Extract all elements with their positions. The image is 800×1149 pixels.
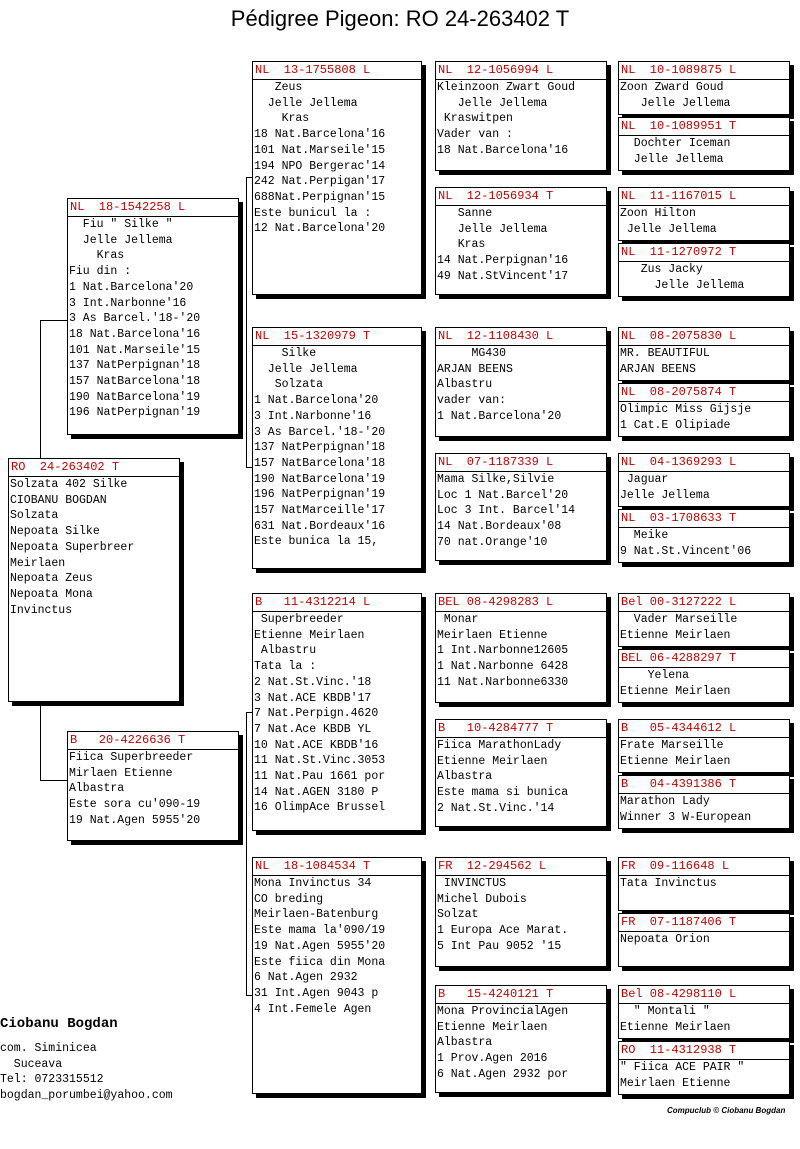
info-line: Olimpic Miss Gijsje bbox=[620, 403, 752, 416]
info-line: 3 Nat.ACE KBDB'17 bbox=[254, 691, 372, 705]
ring-number: NL 18-1542258 L bbox=[70, 200, 186, 214]
info-line: ARJAN BEENS bbox=[437, 362, 513, 376]
pedigree-box-ss-sire bbox=[435, 61, 607, 171]
ring-number: Bel 08-4298110 L bbox=[621, 987, 737, 1001]
info-line: 1 Int.Narbonne12605 bbox=[437, 644, 569, 658]
info-line: 1 Prov.Agen 2016 bbox=[437, 1052, 548, 1066]
info-line: Loc 1 Nat.Barcel'20 bbox=[437, 488, 569, 502]
info-line: Meirlaen Etienne bbox=[620, 1076, 731, 1090]
info-line: Mona ProvincialAgen bbox=[437, 1005, 569, 1018]
ring-number: RO 11-4312938 T bbox=[621, 1043, 737, 1057]
pedigree-box-g4-1 bbox=[618, 61, 790, 115]
info-line: 3 As Barcel.'18-'20 bbox=[69, 312, 201, 326]
pedigree-box-g4-8 bbox=[618, 509, 790, 563]
info-line: Fiica MarathonLady bbox=[437, 739, 562, 752]
info-line: 3 As Barcel.'18-'20 bbox=[254, 425, 386, 439]
pedigree-box-sd-dam bbox=[435, 453, 607, 561]
pedigree-box-ss-dam bbox=[435, 187, 607, 295]
info-line: Winner 3 W-European bbox=[620, 810, 752, 824]
connector-line bbox=[40, 320, 70, 321]
info-line: Mama Silke,Silvie bbox=[437, 473, 555, 486]
info-line: 4 Int.Femele Agen bbox=[254, 1002, 372, 1016]
info-line: 196 NatPerpignan'19 bbox=[69, 406, 201, 420]
ring-number: B 11-4312214 L bbox=[255, 595, 371, 609]
info-line: Albastru bbox=[437, 378, 493, 392]
info-line: 1 Nat.Narbonne 6428 bbox=[437, 660, 569, 674]
info-line: Tata Invinctus bbox=[620, 877, 717, 890]
info-line: Solzata 402 Silke bbox=[10, 478, 128, 491]
info-line: Michel Dubois bbox=[437, 892, 527, 906]
info-line: Zeus bbox=[254, 81, 303, 94]
info-line: Solzata bbox=[10, 509, 59, 523]
info-line: 3 Int.Narbonne'16 bbox=[254, 409, 372, 423]
info-line: Fiu " Silke " bbox=[69, 218, 173, 231]
info-line: 10 Nat.ACE KBDB'16 bbox=[254, 738, 379, 752]
info-line: Etienne Meirlaen bbox=[254, 628, 365, 642]
ring-number: NL 11-1167015 L bbox=[621, 189, 737, 203]
pedigree-box-g4-4 bbox=[618, 243, 790, 297]
pedigree-box-sire-dam bbox=[252, 327, 422, 569]
info-line: 137 NatPerpignan'18 bbox=[69, 359, 201, 373]
info-line: Zoon Zward Goud bbox=[620, 81, 724, 94]
info-line: Meirlaen Etienne bbox=[437, 628, 548, 642]
ring-number: B 04-4391386 T bbox=[621, 777, 737, 791]
info-line: 196 NatPerpignan'19 bbox=[254, 488, 386, 502]
ring-number: NL 13-1755808 L bbox=[255, 63, 371, 77]
info-line: Mirlaen Etienne bbox=[69, 766, 173, 780]
ring-number: NL 04-1369293 L bbox=[621, 455, 737, 469]
info-line: Etienne Meirlaen bbox=[620, 754, 731, 768]
info-line: 16 OlimpAce Brussel bbox=[254, 801, 386, 815]
info-line: Solzat bbox=[437, 908, 479, 922]
info-line: Silke bbox=[254, 347, 317, 360]
pedigree-box-sire bbox=[67, 198, 239, 435]
info-line: 6 Nat.Agen 2932 bbox=[254, 971, 358, 985]
info-line: Etienne Meirlaen bbox=[620, 628, 731, 642]
ring-number: NL 10-1089951 T bbox=[621, 119, 737, 133]
info-line: Marathon Lady bbox=[620, 795, 710, 808]
info-line: 137 NatPerpignan'18 bbox=[254, 441, 386, 455]
info-line: 194 NPO Bergerac'14 bbox=[254, 159, 386, 173]
info-line: Nepoata Superbreer bbox=[10, 540, 135, 554]
ring-number: NL 12-1056934 T bbox=[438, 189, 554, 203]
info-line: CO breding bbox=[254, 892, 324, 906]
info-line: Tata la : bbox=[254, 660, 317, 674]
ring-number: BEL 08-4298283 L bbox=[438, 595, 554, 609]
info-line: Este bunica la 15, bbox=[254, 535, 379, 549]
ring-number: NL 03-1708633 T bbox=[621, 511, 737, 525]
info-line: 18 Nat.Barcelona'16 bbox=[437, 143, 569, 157]
info-line: Etienne Meirlaen bbox=[437, 1020, 548, 1034]
info-line: 242 Nat.Perpigan'17 bbox=[254, 175, 386, 189]
info-line: 157 NatMarceille'17 bbox=[254, 504, 386, 518]
info-line: Jelle Jellema bbox=[620, 96, 731, 110]
info-line: 190 NatBarcelona'19 bbox=[69, 390, 201, 404]
info-line: 18 Nat.Barcelona'16 bbox=[69, 327, 201, 341]
info-line: 19 Nat.Agen 5955'20 bbox=[254, 939, 386, 953]
info-line: Jelle Jellema bbox=[437, 222, 548, 236]
info-line: Jelle Jellema bbox=[620, 152, 724, 166]
info-line: 1 Nat.Barcelona'20 bbox=[254, 394, 379, 408]
info-line: Este fiica din Mona bbox=[254, 955, 386, 969]
info-line: Nepoata Silke bbox=[10, 525, 100, 539]
info-line: 70 nat.Orange'10 bbox=[437, 535, 548, 549]
info-line: Sanne bbox=[437, 207, 493, 220]
info-line: 18 Nat.Barcelona'16 bbox=[254, 128, 386, 142]
info-line: 5 Int Pau 9052 '15 bbox=[437, 939, 562, 953]
info-line: Este mama si bunica bbox=[437, 786, 569, 800]
pedigree-box-ds-dam bbox=[435, 719, 607, 827]
page-title: Pédigree Pigeon: RO 24-263402 T bbox=[230, 6, 570, 31]
pedigree-box-dam bbox=[67, 731, 239, 841]
info-line: 1 Cat.E Olipiade bbox=[620, 418, 731, 432]
info-line: Este bunicul la : bbox=[254, 206, 372, 220]
info-line: CIOBANU BOGDAN bbox=[10, 493, 107, 507]
info-line: " Montali " bbox=[620, 1005, 710, 1018]
info-line: 7 Nat.Perpign.4620 bbox=[254, 707, 379, 721]
info-line: Albastra bbox=[437, 1036, 493, 1050]
connector-line bbox=[40, 702, 41, 780]
info-line: Nepoata Zeus bbox=[10, 572, 93, 586]
info-line: Vader Marseille bbox=[620, 613, 738, 626]
info-line: 9 Nat.St.Vincent'06 bbox=[620, 544, 752, 558]
pedigree-box-g4-12 bbox=[618, 775, 790, 829]
info-line: MG430 bbox=[437, 347, 507, 360]
info-line: 157 NatBarcelona'18 bbox=[69, 375, 201, 389]
pedigree-box-g4-5 bbox=[618, 327, 790, 381]
info-line: 11 Nat.Narbonne6330 bbox=[437, 675, 569, 689]
info-line: Kras bbox=[254, 112, 310, 126]
info-line: 14 Nat.Perpignan'16 bbox=[437, 254, 569, 268]
info-line: Etienne Meirlaen bbox=[437, 754, 548, 768]
pedigree-box-g4-6 bbox=[618, 383, 790, 437]
connector-line bbox=[40, 320, 41, 460]
ring-number: FR 07-1187406 T bbox=[621, 915, 737, 929]
info-line: 11 Nat.St.Vinc.3053 bbox=[254, 754, 386, 768]
info-line: Zus Jacky bbox=[620, 263, 703, 276]
info-line: Albastra bbox=[437, 770, 493, 784]
info-line: 31 Int.Agen 9043 p bbox=[254, 986, 379, 1000]
pedigree-box-g4-2 bbox=[618, 117, 790, 171]
ring-number: B 10-4284777 T bbox=[438, 721, 554, 735]
ring-number: NL 11-1270972 T bbox=[621, 245, 737, 259]
info-line: Zoon Hilton bbox=[620, 207, 696, 220]
info-line: 2 Nat.St.Vinc.'14 bbox=[437, 801, 555, 815]
ring-number: BEL 06-4288297 T bbox=[621, 651, 737, 665]
info-line: Fiica Superbreeder bbox=[69, 751, 194, 764]
info-line: Jelle Jellema bbox=[69, 233, 173, 247]
info-line: Etienne Meirlaen bbox=[620, 684, 731, 698]
pedigree-box-g4-3 bbox=[618, 187, 790, 241]
ring-number: Bel 00-3127222 L bbox=[621, 595, 737, 609]
info-line: Este sora cu'090-19 bbox=[69, 798, 201, 812]
info-line: 157 NatBarcelona'18 bbox=[254, 456, 386, 470]
info-line: 190 NatBarcelona'19 bbox=[254, 472, 386, 486]
info-line: Dochter Iceman bbox=[620, 137, 731, 150]
info-line: 14 Nat.Bordeaux'08 bbox=[437, 520, 562, 534]
pedigree-box-dam-dam bbox=[252, 857, 422, 1094]
connector-line bbox=[246, 712, 247, 995]
info-line: Meirlaen bbox=[10, 556, 66, 570]
info-line: 11 Nat.Pau 1661 por bbox=[254, 770, 386, 784]
pedigree-box-g4-13 bbox=[618, 857, 790, 911]
info-line: Jelle Jellema bbox=[254, 96, 358, 110]
info-line: Loc 3 Int. Barcel'14 bbox=[437, 504, 576, 518]
owner-city: Suceava bbox=[0, 1057, 63, 1071]
connector-line bbox=[246, 177, 247, 467]
info-line: Jelle Jellema bbox=[620, 278, 745, 292]
ring-number: NL 08-2075874 T bbox=[621, 385, 737, 399]
pedigree-box-sire-sire bbox=[252, 61, 422, 295]
info-line: 2 Nat.St.Vinc.'18 bbox=[254, 675, 372, 689]
info-line: ARJAN BEENS bbox=[620, 362, 696, 376]
info-line: Este mama la'090/19 bbox=[254, 924, 386, 938]
info-line: Jelle Jellema bbox=[620, 488, 710, 502]
owner-email[interactable]: bogdan_porumbei@yahoo.com bbox=[0, 1089, 173, 1103]
info-line: Jaguar bbox=[620, 473, 669, 486]
info-line: 631 Nat.Bordeaux'16 bbox=[254, 519, 386, 533]
info-line: Vader van : bbox=[437, 128, 513, 142]
ring-number: NL 07-1187339 L bbox=[438, 455, 554, 469]
info-line: " Fiica ACE PAIR " bbox=[620, 1061, 745, 1074]
info-line: Kleinzoon Zwart Goud bbox=[437, 81, 576, 94]
info-line: Nepoata Orion bbox=[620, 933, 710, 946]
ring-number: NL 12-1056994 L bbox=[438, 63, 554, 77]
pedigree-box-g4-11 bbox=[618, 719, 790, 773]
info-line: 49 Nat.StVincent'17 bbox=[437, 269, 569, 283]
info-line: Frate Marseille bbox=[620, 739, 724, 752]
pedigree-box-subject bbox=[8, 458, 180, 702]
ring-number: B 20-4226636 T bbox=[70, 733, 186, 747]
owner-name: Ciobanu Bogdan bbox=[0, 1016, 118, 1032]
info-line: 12 Nat.Barcelona'20 bbox=[254, 222, 386, 236]
info-line: 1 Nat.Barcelona'20 bbox=[69, 280, 194, 294]
pedigree-box-g4-16 bbox=[618, 1041, 790, 1095]
ring-number: B 15-4240121 T bbox=[438, 987, 554, 1001]
ring-number: FR 09-116648 L bbox=[621, 859, 730, 873]
ring-number: NL 18-1084534 T bbox=[255, 859, 371, 873]
pedigree-box-ds-sire bbox=[435, 593, 607, 703]
pedigree-box-dd-sire bbox=[435, 857, 607, 967]
ring-number: NL 15-1320979 T bbox=[255, 329, 371, 343]
ring-number: B 05-4344612 L bbox=[621, 721, 737, 735]
pedigree-box-g4-7 bbox=[618, 453, 790, 507]
info-line: Albastra bbox=[69, 782, 125, 796]
info-line: Albastru bbox=[254, 644, 317, 658]
info-line: Jelle Jellema bbox=[254, 362, 358, 376]
info-line: 14 Nat.AGEN 3180 P bbox=[254, 785, 379, 799]
info-line: 101 Nat.Marseile'15 bbox=[254, 143, 386, 157]
info-line: 19 Nat.Agen 5955'20 bbox=[69, 813, 201, 827]
info-line: Nepoata Mona bbox=[10, 587, 93, 601]
owner-phone: Tel: 0723315512 bbox=[0, 1073, 104, 1087]
owner-address: com. Siminicea bbox=[0, 1042, 97, 1055]
info-line: 1 Europa Ace Marat. bbox=[437, 924, 569, 938]
ring-number: NL 10-1089875 L bbox=[621, 63, 737, 77]
info-line: INVINCTUS bbox=[437, 877, 507, 890]
info-line: Kras bbox=[69, 249, 125, 263]
info-line: 6 Nat.Agen 2932 por bbox=[437, 1067, 569, 1081]
info-line: Mona Invinctus 34 bbox=[254, 877, 372, 890]
ring-number: RO 24-263402 T bbox=[11, 460, 120, 474]
pedigree-box-sd-sire bbox=[435, 327, 607, 437]
info-line: 1 Nat.Barcelona'20 bbox=[437, 409, 562, 423]
info-line: 7 Nat.Ace KBDB YL bbox=[254, 722, 372, 736]
info-line: Superbreeder bbox=[254, 613, 344, 626]
info-line: Yelena bbox=[620, 669, 690, 682]
pedigree-box-g4-10 bbox=[618, 649, 790, 703]
info-line: Invinctus bbox=[10, 603, 73, 617]
pedigree-box-g4-15 bbox=[618, 985, 790, 1039]
copyright-footer: Compuclub © Ciobanu Bogdan bbox=[667, 1106, 786, 1115]
info-line: 101 Nat.Marseile'15 bbox=[69, 343, 201, 357]
info-line: Etienne Meirlaen bbox=[620, 1020, 731, 1034]
owner-info bbox=[0, 1015, 173, 1104]
pedigree-box-dam-sire bbox=[252, 593, 422, 831]
info-line: vader van: bbox=[437, 394, 507, 408]
info-line: Meike bbox=[620, 529, 669, 542]
info-line: Solzata bbox=[254, 378, 324, 392]
pedigree-box-dd-dam bbox=[435, 985, 607, 1093]
info-line: 3 Int.Narbonne'16 bbox=[69, 296, 187, 310]
pedigree-box-g4-9 bbox=[618, 593, 790, 647]
pedigree-box-g4-14 bbox=[618, 913, 790, 967]
info-line: Jelle Jellema bbox=[437, 96, 548, 110]
info-line: Kras bbox=[437, 238, 486, 252]
info-line: 688Nat.Perpignan'15 bbox=[254, 190, 386, 204]
info-line: Kraswitpen bbox=[437, 112, 513, 126]
info-line: Monar bbox=[437, 613, 479, 626]
info-line: Jelle Jellema bbox=[620, 222, 717, 236]
info-line: Meirlaen-Batenburg bbox=[254, 908, 379, 922]
ring-number: NL 08-2075830 L bbox=[621, 329, 737, 343]
ring-number: FR 12-294562 L bbox=[438, 859, 547, 873]
info-line: Fiu din : bbox=[69, 265, 132, 279]
ring-number: NL 12-1108430 L bbox=[438, 329, 554, 343]
info-line: MR. BEAUTIFUL bbox=[620, 347, 710, 360]
connector-line bbox=[40, 780, 70, 781]
